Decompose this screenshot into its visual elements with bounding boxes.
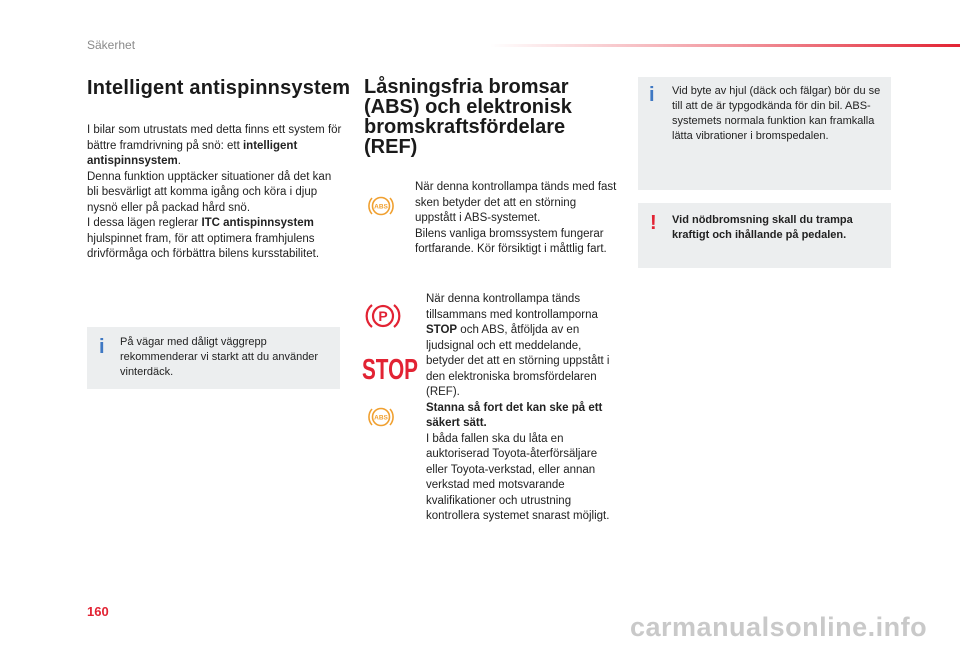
- section-header: Säkerhet: [87, 38, 136, 52]
- stop-lamp-label: STOP: [362, 354, 418, 386]
- section-title-abs: Låsningsfria bromsar (ABS) och elektronisk bromskraftsfördelare (REF): [364, 76, 572, 158]
- itc-p1-bold: intelligent antispinnsystem: [87, 139, 298, 167]
- itc-p3-bold: ITC antispinnsystem: [201, 217, 314, 229]
- itc-p2-text: Denna funktion upptäcker situationer då det kan bli besvärligt att komma igång och köra i djup nysnö eller på packad hård snö.: [87, 170, 332, 214]
- tip-box-winter-tyres: [87, 327, 340, 389]
- brake-lamp-label: P: [378, 308, 388, 324]
- abs-lamp-label: ABS: [374, 203, 388, 211]
- abs1-text-2: Bilens vanliga bromssystem fungerar fortfarande. Kör försiktigt i måttlig fart.: [415, 227, 607, 255]
- abs-warning-lamp-icon-2: [366, 404, 396, 430]
- brake-p-lamp-icon: [365, 300, 401, 332]
- abs-lamp-description: [415, 180, 620, 258]
- abs2-stop-safely: Stanna så fort det kan ske på ett säkert sätt.: [426, 401, 603, 429]
- ref-lamp-description: [426, 292, 621, 525]
- abs2-text-a: När denna kontrollampa tänds tillsammans med kontrollamporna: [426, 293, 598, 321]
- info-box-wheel-change: [638, 77, 891, 190]
- info-icon-2: i: [649, 84, 655, 106]
- warning-icon: !: [650, 212, 657, 234]
- itc-p3-text: I dessa lägen reglerar: [87, 217, 202, 229]
- stop-lamp-icon: [361, 350, 419, 384]
- abs2-text-end: I båda fallen ska du låta en auktoriserad Toyota-återförsäljare eller Toyota-verkstad, eller annan verkstad med motsvarande kvalifikationer och utrustning kontrollera systemet snarast möjligt.: [426, 432, 610, 522]
- itc-p3-end: hjulspinnet fram, för att optimera framhjulens drivförmåga och förbättra bilens kursstabilitet.: [87, 232, 320, 260]
- info-text-wheel: Vid byte av hjul (däck och fälgar) bör du se till att de är typgodkända för din bil. ABS-systemets normala funktion kan framkalla lätta vibrationer i bromspedalen.: [672, 85, 881, 142]
- info-icon: i: [99, 336, 105, 358]
- warning-box-emergency-braking: [638, 203, 891, 268]
- itc-p1-text: I bilar som utrustats med detta finns ett system för bättre framdrivning på snö: ett: [87, 124, 342, 152]
- section-title-itc: Intelligent antispinnsystem: [87, 77, 351, 99]
- abs-lamp-label-2: ABS: [374, 414, 388, 422]
- itc-p1-end: .: [177, 155, 181, 167]
- abs-warning-lamp-icon: [366, 193, 396, 219]
- tip-text: På vägar med dåligt väggrepp rekommenderar vi starkt att du använder vinterdäck.: [120, 336, 319, 378]
- abs2-text-c: och ABS, åtföljda av en ljudsignal och ett meddelande, betyder det att en störning uppstått i den elektroniska bromsfördelaren (REF).: [426, 324, 610, 398]
- itc-description: [87, 123, 342, 263]
- page-number: 160: [87, 604, 109, 619]
- warning-text: Vid nödbromsning skall du trampa kraftigt och ihållande på pedalen.: [672, 214, 853, 241]
- header-rule: [490, 44, 960, 47]
- abs2-stop-bold: STOP: [426, 324, 458, 336]
- watermark: carmanualsonline.info: [630, 612, 928, 642]
- abs1-text-1: När denna kontrollampa tänds med fast sken betyder det att en störning uppstått i ABS-systemet.: [415, 181, 617, 224]
